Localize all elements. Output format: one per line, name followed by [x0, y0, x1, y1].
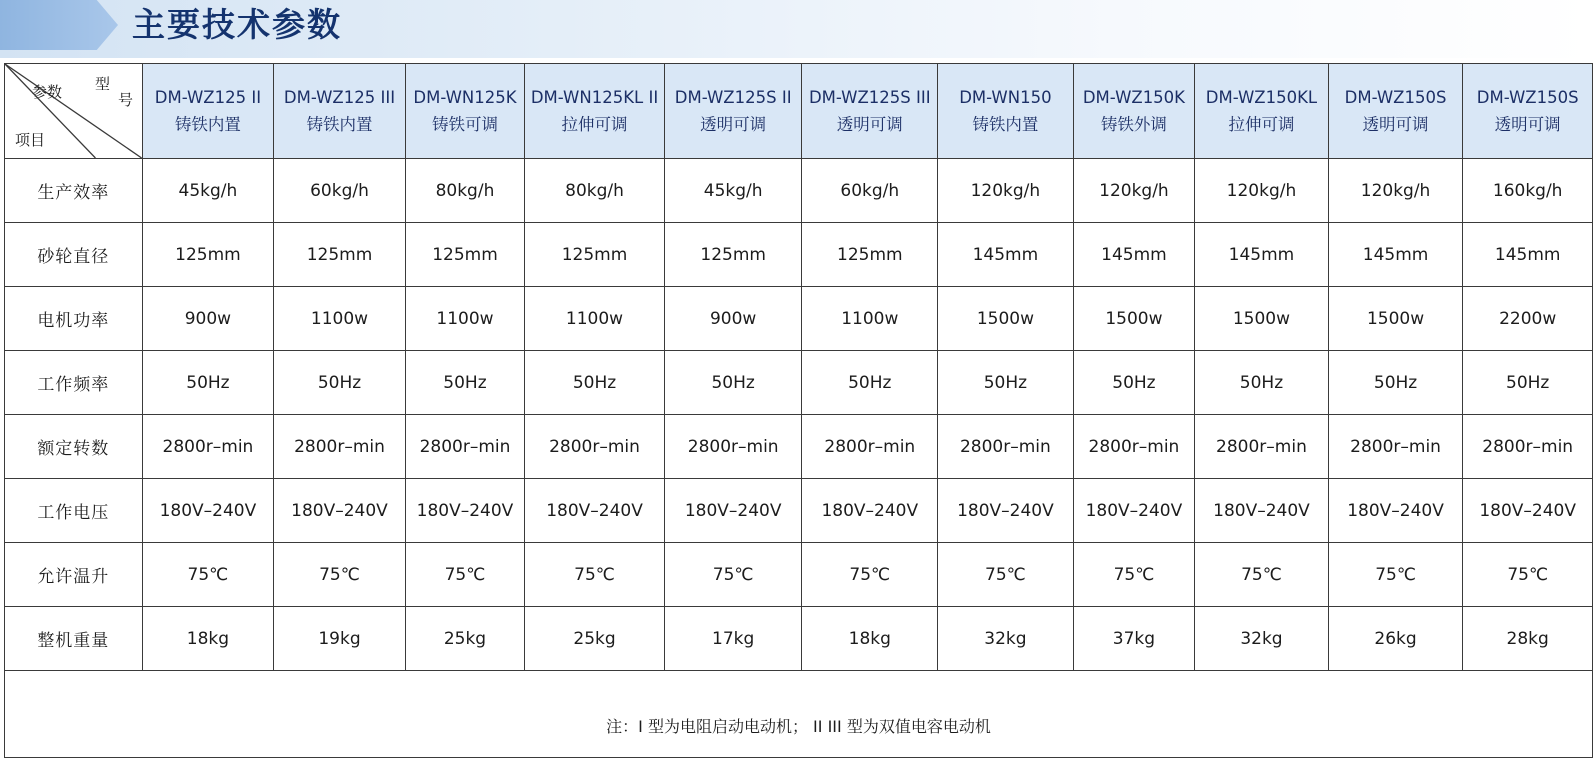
value-cell: 180V–240V	[1195, 479, 1329, 543]
value-cell: 2800r–min	[1195, 415, 1329, 479]
model-type: 铸铁内置	[972, 115, 1039, 134]
value-cell: 50Hz	[1328, 351, 1463, 415]
table-row	[5, 351, 1593, 415]
table-row	[5, 479, 1593, 543]
corner-item-label: 项目	[15, 131, 46, 149]
model-header	[525, 64, 665, 159]
value-cell: 1500w	[1195, 287, 1329, 351]
value-cell: 75℃	[1463, 543, 1593, 607]
value-cell: 2800r–min	[664, 415, 802, 479]
value-cell: 17kg	[664, 607, 802, 671]
value-cell: 2800r–min	[802, 415, 938, 479]
value-cell: 50Hz	[1073, 351, 1194, 415]
row-label: 砂轮直径	[5, 223, 143, 287]
model-name: DM-WN150	[959, 88, 1052, 107]
value-cell: 60kg/h	[274, 159, 406, 223]
value-cell: 120kg/h	[938, 159, 1074, 223]
header-row	[5, 64, 1593, 159]
model-name: DM-WZ150S	[1476, 88, 1579, 107]
corner-param-label: 参数	[32, 83, 63, 101]
value-cell: 1500w	[938, 287, 1074, 351]
value-cell: 145mm	[1328, 223, 1463, 287]
model-name: DM-WZ125S III	[808, 88, 931, 107]
row-label: 整机重量	[5, 607, 143, 671]
value-cell: 180V–240V	[938, 479, 1074, 543]
value-cell: 180V–240V	[1463, 479, 1593, 543]
value-cell: 75℃	[1195, 543, 1329, 607]
value-cell: 120kg/h	[1195, 159, 1329, 223]
row-label: 工作电压	[5, 479, 143, 543]
title-banner	[0, 0, 1593, 58]
model-name: DM-WZ150S	[1344, 88, 1447, 107]
value-cell: 1100w	[274, 287, 406, 351]
value-cell: 80kg/h	[405, 159, 524, 223]
model-name: DM-WN125K	[413, 88, 517, 107]
value-cell: 50Hz	[938, 351, 1074, 415]
value-cell: 60kg/h	[802, 159, 938, 223]
model-header	[1073, 64, 1194, 159]
value-cell: 75℃	[405, 543, 524, 607]
value-cell: 125mm	[525, 223, 665, 287]
model-type: 透明可调	[836, 115, 903, 134]
model-type: 透明可调	[700, 115, 767, 134]
value-cell: 2800r–min	[142, 415, 274, 479]
value-cell: 2800r–min	[1463, 415, 1593, 479]
value-cell: 32kg	[938, 607, 1074, 671]
value-cell: 75℃	[1328, 543, 1463, 607]
value-cell: 145mm	[1195, 223, 1329, 287]
model-header	[664, 64, 802, 159]
value-cell: 900w	[664, 287, 802, 351]
value-cell: 37kg	[1073, 607, 1194, 671]
value-cell: 900w	[142, 287, 274, 351]
table-row	[5, 607, 1593, 671]
value-cell: 45kg/h	[142, 159, 274, 223]
value-cell: 75℃	[938, 543, 1074, 607]
model-type: 铸铁内置	[174, 115, 241, 134]
value-cell: 18kg	[802, 607, 938, 671]
model-header	[802, 64, 938, 159]
value-cell: 2200w	[1463, 287, 1593, 351]
model-type: 拉伸可调	[561, 115, 628, 134]
model-type: 透明可调	[1362, 115, 1429, 134]
value-cell: 75℃	[274, 543, 406, 607]
value-cell: 2800r–min	[1328, 415, 1463, 479]
value-cell: 180V–240V	[802, 479, 938, 543]
value-cell: 50Hz	[1463, 351, 1593, 415]
value-cell: 180V–240V	[664, 479, 802, 543]
model-name: DM-WZ125 III	[283, 88, 396, 107]
value-cell: 1100w	[525, 287, 665, 351]
value-cell: 50Hz	[525, 351, 665, 415]
value-cell: 180V–240V	[142, 479, 274, 543]
table-row	[5, 159, 1593, 223]
value-cell: 180V–240V	[525, 479, 665, 543]
row-label: 电机功率	[5, 287, 143, 351]
value-cell: 28kg	[1463, 607, 1593, 671]
corner-model-label-top: 型	[95, 75, 111, 93]
model-header	[938, 64, 1074, 159]
model-type: 铸铁可调	[431, 115, 498, 134]
value-cell: 180V–240V	[405, 479, 524, 543]
note-row	[5, 671, 1593, 758]
model-type: 拉伸可调	[1228, 115, 1295, 134]
value-cell: 2800r–min	[1073, 415, 1194, 479]
value-cell: 125mm	[664, 223, 802, 287]
value-cell: 1500w	[1073, 287, 1194, 351]
value-cell: 120kg/h	[1073, 159, 1194, 223]
model-name: DM-WZ125S II	[674, 88, 792, 107]
value-cell: 125mm	[142, 223, 274, 287]
table-row	[5, 415, 1593, 479]
value-cell: 75℃	[142, 543, 274, 607]
value-cell: 125mm	[405, 223, 524, 287]
model-header	[405, 64, 524, 159]
value-cell: 125mm	[274, 223, 406, 287]
value-cell: 50Hz	[1195, 351, 1329, 415]
value-cell: 75℃	[802, 543, 938, 607]
value-cell: 145mm	[1073, 223, 1194, 287]
value-cell: 2800r–min	[938, 415, 1074, 479]
value-cell: 125mm	[802, 223, 938, 287]
value-cell: 50Hz	[664, 351, 802, 415]
table-row	[5, 287, 1593, 351]
value-cell: 25kg	[405, 607, 524, 671]
value-cell: 19kg	[274, 607, 406, 671]
value-cell: 145mm	[1463, 223, 1593, 287]
row-label: 生产效率	[5, 159, 143, 223]
row-label: 允许温升	[5, 543, 143, 607]
corner-cell	[5, 64, 143, 159]
value-cell: 2800r–min	[525, 415, 665, 479]
value-cell: 180V–240V	[274, 479, 406, 543]
model-header	[274, 64, 406, 159]
table-body	[5, 159, 1593, 671]
value-cell: 160kg/h	[1463, 159, 1593, 223]
value-cell: 26kg	[1328, 607, 1463, 671]
value-cell: 80kg/h	[525, 159, 665, 223]
model-header	[1463, 64, 1593, 159]
model-name: DM-WZ150KL	[1205, 88, 1318, 107]
footnote: 注：I 型为电阻启动电动机； II III 型为双值电容电动机	[5, 671, 1593, 758]
value-cell: 32kg	[1195, 607, 1329, 671]
value-cell: 180V–240V	[1073, 479, 1194, 543]
value-cell: 75℃	[525, 543, 665, 607]
page-title: 主要技术参数	[132, 5, 342, 44]
value-cell: 1100w	[405, 287, 524, 351]
value-cell: 75℃	[1073, 543, 1194, 607]
value-cell: 2800r–min	[274, 415, 406, 479]
row-label: 额定转数	[5, 415, 143, 479]
table-row	[5, 543, 1593, 607]
model-name: DM-WZ150K	[1082, 88, 1186, 107]
value-cell: 50Hz	[405, 351, 524, 415]
model-header	[142, 64, 274, 159]
model-type: 铸铁内置	[306, 115, 373, 134]
row-label: 工作频率	[5, 351, 143, 415]
corner-model-label-bottom: 号	[118, 91, 134, 109]
value-cell: 50Hz	[802, 351, 938, 415]
value-cell: 1100w	[802, 287, 938, 351]
arrow-decoration	[0, 0, 118, 50]
value-cell: 2800r–min	[405, 415, 524, 479]
value-cell: 50Hz	[142, 351, 274, 415]
value-cell: 75℃	[664, 543, 802, 607]
value-cell: 145mm	[938, 223, 1074, 287]
value-cell: 1500w	[1328, 287, 1463, 351]
value-cell: 50Hz	[274, 351, 406, 415]
value-cell: 45kg/h	[664, 159, 802, 223]
model-header	[1328, 64, 1463, 159]
model-name: DM-WZ125 II	[154, 88, 262, 107]
value-cell: 18kg	[142, 607, 274, 671]
spec-table	[4, 63, 1593, 758]
value-cell: 25kg	[525, 607, 665, 671]
table-row	[5, 223, 1593, 287]
value-cell: 180V–240V	[1328, 479, 1463, 543]
model-header	[1195, 64, 1329, 159]
model-type: 铸铁外调	[1100, 115, 1167, 134]
model-name: DM-WN125KL II	[530, 88, 659, 107]
value-cell: 120kg/h	[1328, 159, 1463, 223]
model-type: 透明可调	[1494, 115, 1561, 134]
